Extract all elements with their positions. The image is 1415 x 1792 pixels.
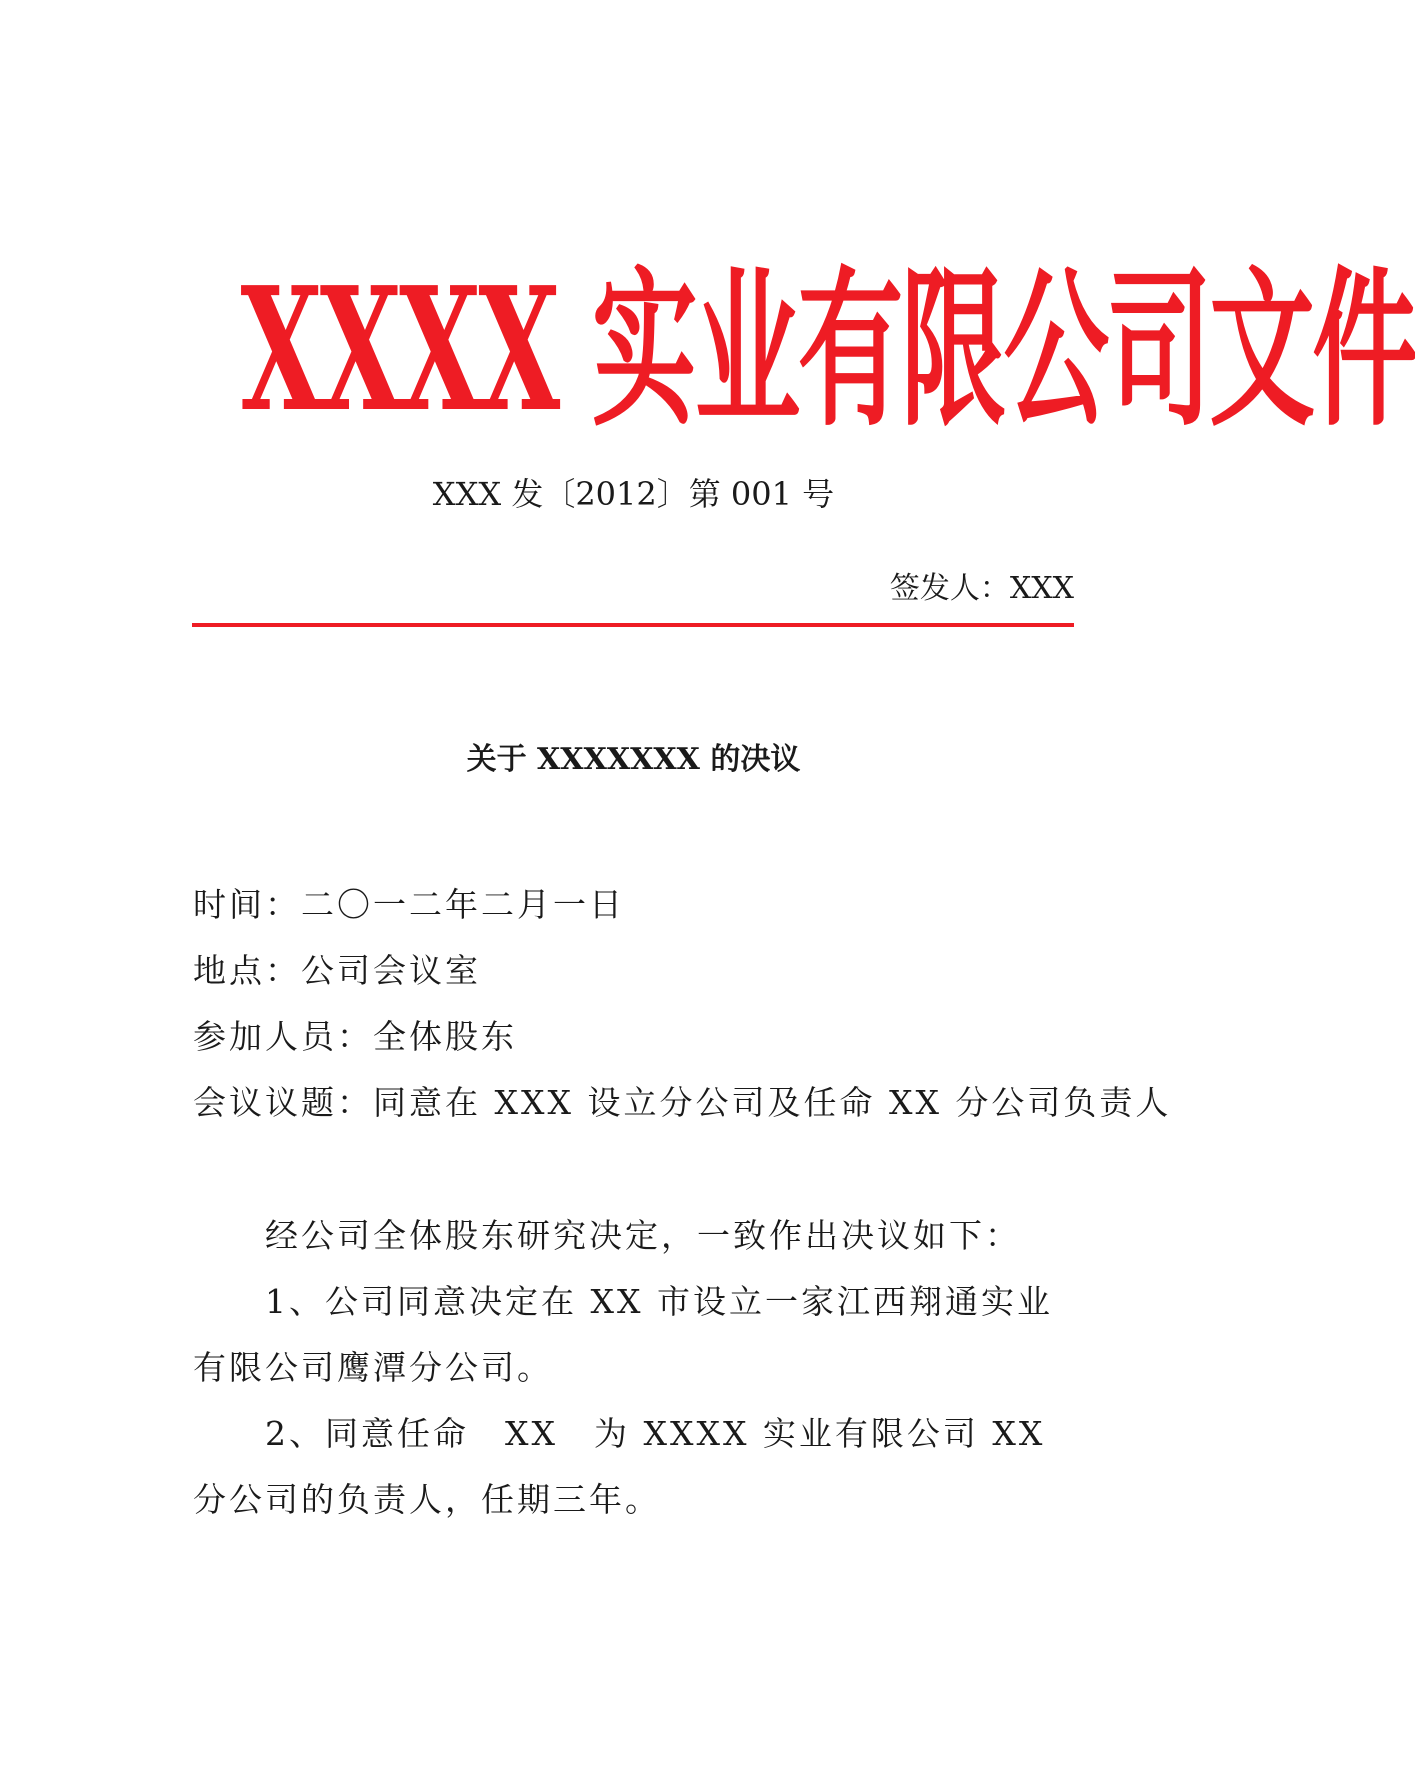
meeting-place-row — [193, 948, 481, 994]
document-masthead: XXXX 实业有限公司文件 — [240, 250, 1415, 450]
resolution-intro: 经公司全体股东研究决定，一致作出决议如下： — [265, 1216, 1021, 1255]
document-number: XXX 发〔2012〕第 001 号 — [432, 475, 835, 513]
meeting-place-label: 地点： — [193, 951, 301, 990]
meeting-topic-value: 同意在 XXX 设立分公司及任命 XX 分公司负责人 — [373, 1083, 1172, 1122]
meeting-topic-label: 会议议题： — [193, 1083, 373, 1122]
meeting-attendees-row — [193, 1014, 517, 1060]
meeting-attendees-value: 全体股东 — [373, 1017, 517, 1056]
meeting-place-value: 公司会议室 — [301, 951, 481, 990]
resolution-item-1: 1、公司同意决定在 XX 市设立一家江西翔通实业有限公司鹰潭分公司。 — [193, 1282, 1053, 1387]
issuer-name: XXX — [1009, 571, 1074, 606]
meeting-time-label: 时间： — [193, 885, 301, 924]
resolution-title: 关于 XXXXXXX 的决议 — [466, 742, 801, 777]
resolution-item-2: 2、同意任命 XX 为 XXXX 实业有限公司 XX 分公司的负责人，任期三年。 — [193, 1414, 1046, 1519]
issuer-label: 签发人： — [889, 571, 1010, 606]
meeting-time-value: 二〇一二年二月一日 — [301, 885, 625, 924]
issuer-line — [890, 567, 1074, 611]
meeting-attendees-label: 参加人员： — [193, 1017, 373, 1056]
meeting-time-row — [193, 882, 625, 928]
meeting-topic-row — [193, 1080, 1171, 1126]
red-divider-line — [192, 623, 1074, 627]
